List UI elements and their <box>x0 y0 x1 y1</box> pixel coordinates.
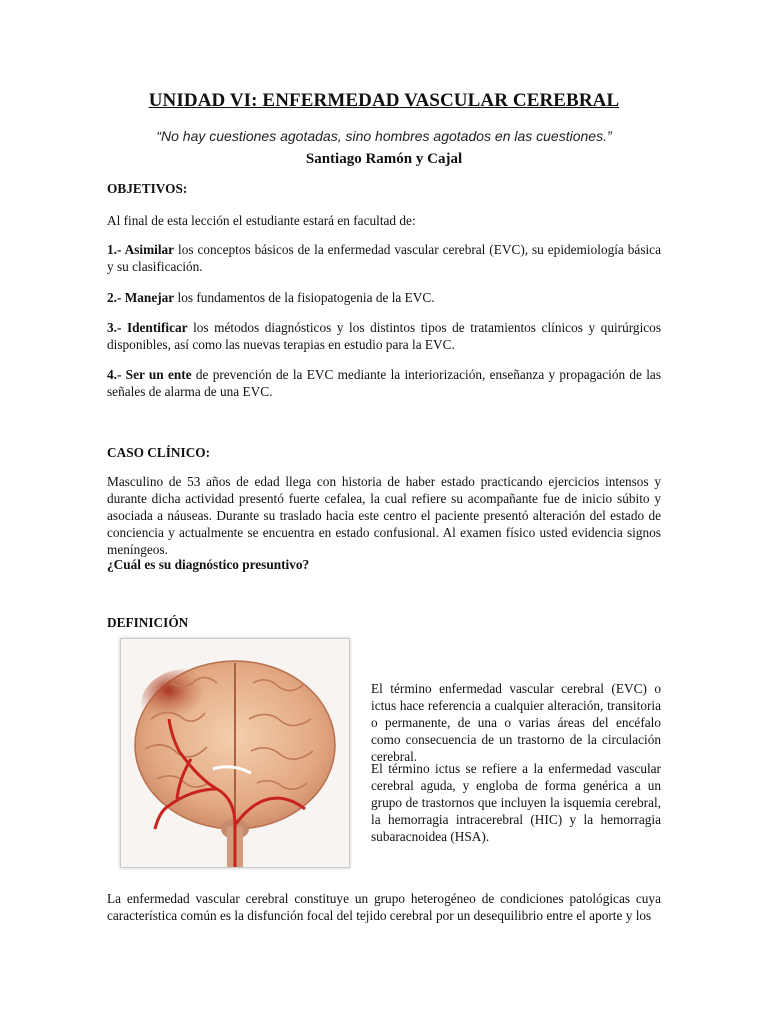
objetivo-lead: 3.- Identificar <box>107 320 188 335</box>
caso-question: ¿Cuál es su diagnóstico presuntivo? <box>107 557 310 572</box>
objetivo-lead: 1.- Asimilar <box>107 242 175 257</box>
definicion-paragraph-1: El término enfermedad vascular cerebral (EVC) o ictus hace referencia a cualquier alteración, transitoria o permanente, de una o varias áreas del encéfalo como consecuencia de un trastorno de la circulación cerebral. <box>371 681 661 764</box>
brain-illustration <box>120 638 350 868</box>
objetivo-text: los conceptos básicos de la enfermedad vascular cerebral (EVC), su epidemiología básica y su clasificación. <box>107 242 661 274</box>
epigraph-quote: “No hay cuestiones agotadas, sino hombres agotados en las cuestiones.” <box>156 128 612 144</box>
objetivo-item <box>107 366 661 400</box>
definicion-heading: DEFINICIÓN <box>107 615 189 630</box>
definicion-paragraph-3: La enfermedad vascular cerebral constituye un grupo heterogéneo de condiciones patológicas cuya característica común es la disfunción focal del tejido cerebral por un desequilibrio entre el aporte y los <box>107 891 661 923</box>
objetivo-text: los fundamentos de la fisiopatogenia de la EVC. <box>174 290 435 305</box>
caso-heading: CASO CLÍNICO: <box>107 445 211 460</box>
epigraph-author: Santiago Ramón y Cajal <box>305 151 463 167</box>
document-title: UNIDAD VI: ENFERMEDAD VASCULAR CEREBRAL <box>148 90 620 111</box>
objetivo-text: de prevención de la EVC mediante la interiorización, enseñanza y propagación de las señales de alarma de una EVC. <box>107 367 661 399</box>
caso-text: Masculino de 53 años de edad llega con historia de haber estado practicando ejercicios intensos y durante dicha actividad presentó fuerte cefalea, la cual refiere su acompañante fue de inicio súbito y asociada a náuseas. Durante su traslado hacia este centro el paciente presentó alteración del estado de conciencia y actualmente se encuentra en estado confusional. Al examen físico usted evidencia signos meníngeos. <box>107 474 661 557</box>
objetivos-heading: OBJETIVOS: <box>107 181 188 196</box>
objetivo-item <box>107 241 661 275</box>
objetivo-lead: 4.- Ser un ente <box>107 367 192 382</box>
objetivo-text: los métodos diagnósticos y los distintos tipos de tratamientos clínicos y quirúrgicos disponibles, así como las nuevas terapias en estudio para la EVC. <box>107 320 661 352</box>
definicion-paragraph-2: El término ictus se refiere a la enfermedad vascular cerebral aguda, y engloba de forma genérica a un grupo de trastornos que incluyen la isquemia cerebral, la hemorragia intracerebral (HIC) y la hemorragia subaracnoidea (HSA). <box>371 761 661 844</box>
objetivo-item <box>107 319 661 353</box>
brain-icon <box>121 639 349 867</box>
objetivo-lead: 2.- Manejar <box>107 290 175 305</box>
objetivo-item <box>107 289 661 306</box>
objetivos-intro: Al final de esta lección el estudiante estará en facultad de: <box>107 213 416 228</box>
